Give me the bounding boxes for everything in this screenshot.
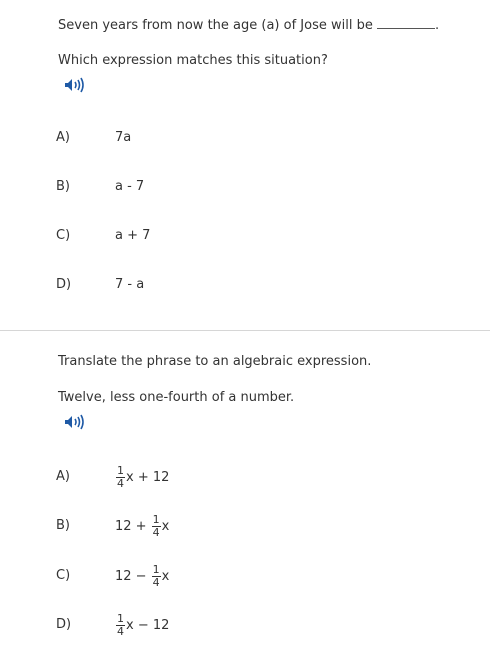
option-expression: [115, 460, 169, 494]
option-expression: [115, 509, 169, 543]
option-text: a + 7: [115, 228, 151, 243]
speaker-icon[interactable]: [64, 414, 86, 430]
speaker-icon[interactable]: [64, 77, 86, 93]
question-2-phrase: Twelve, less one-fourth of a number.: [58, 390, 295, 405]
expr-after: x: [161, 518, 170, 534]
prompt-end: .: [434, 18, 440, 33]
fraction-numerator: 1: [117, 611, 124, 625]
option-letter: D): [56, 277, 72, 292]
option-text: a - 7: [115, 179, 145, 194]
prompt-text: Seven years from now the age (a) of Jose will be: [58, 18, 373, 33]
option-c[interactable]: [40, 559, 460, 589]
option-letter: C): [56, 568, 71, 583]
option-a[interactable]: [40, 460, 460, 490]
fraction-numerator: 1: [152, 512, 160, 526]
option-b[interactable]: [40, 509, 460, 539]
expr-after: x + 12: [126, 469, 170, 485]
fraction-denominator: 4: [117, 476, 124, 490]
option-expression: [115, 608, 169, 642]
option-text: 7 - a: [115, 277, 145, 292]
question-divider: [0, 330, 490, 331]
option-d[interactable]: [40, 608, 460, 638]
option-letter: B): [56, 179, 70, 194]
fraction-denominator: 4: [117, 624, 124, 638]
question-2: [0, 332, 490, 653]
fraction: [116, 465, 125, 490]
option-letter: C): [56, 228, 71, 243]
question-2-instruction: Translate the phrase to an algebraic expression.: [58, 354, 372, 369]
option-d[interactable]: [40, 270, 460, 300]
option-letter: A): [56, 469, 70, 484]
option-letter: D): [56, 617, 72, 632]
expr-after: x − 12: [126, 617, 170, 633]
fraction-denominator: 4: [152, 575, 160, 589]
option-a[interactable]: [40, 123, 460, 153]
option-c[interactable]: [40, 221, 460, 251]
fraction-numerator: 1: [152, 562, 160, 576]
question-1-prompt: [58, 16, 439, 34]
fraction: [152, 564, 161, 589]
question-1-text: Which expression matches this situation?: [58, 53, 328, 68]
option-expression: [115, 559, 169, 593]
answer-blank: [377, 16, 435, 29]
expr-before: 12 −: [115, 568, 147, 584]
fraction-numerator: 1: [117, 463, 124, 477]
fraction: [152, 514, 161, 539]
option-text: 7a: [115, 130, 132, 145]
speaker-icon-graphic: [64, 414, 86, 430]
option-letter: B): [56, 518, 70, 533]
option-b[interactable]: [40, 172, 460, 202]
fraction: [116, 613, 125, 638]
fraction-denominator: 4: [152, 525, 160, 539]
expr-after: x: [161, 568, 170, 584]
option-letter: A): [56, 130, 70, 145]
expr-before: 12 +: [115, 518, 147, 534]
speaker-icon-graphic: [64, 77, 86, 93]
